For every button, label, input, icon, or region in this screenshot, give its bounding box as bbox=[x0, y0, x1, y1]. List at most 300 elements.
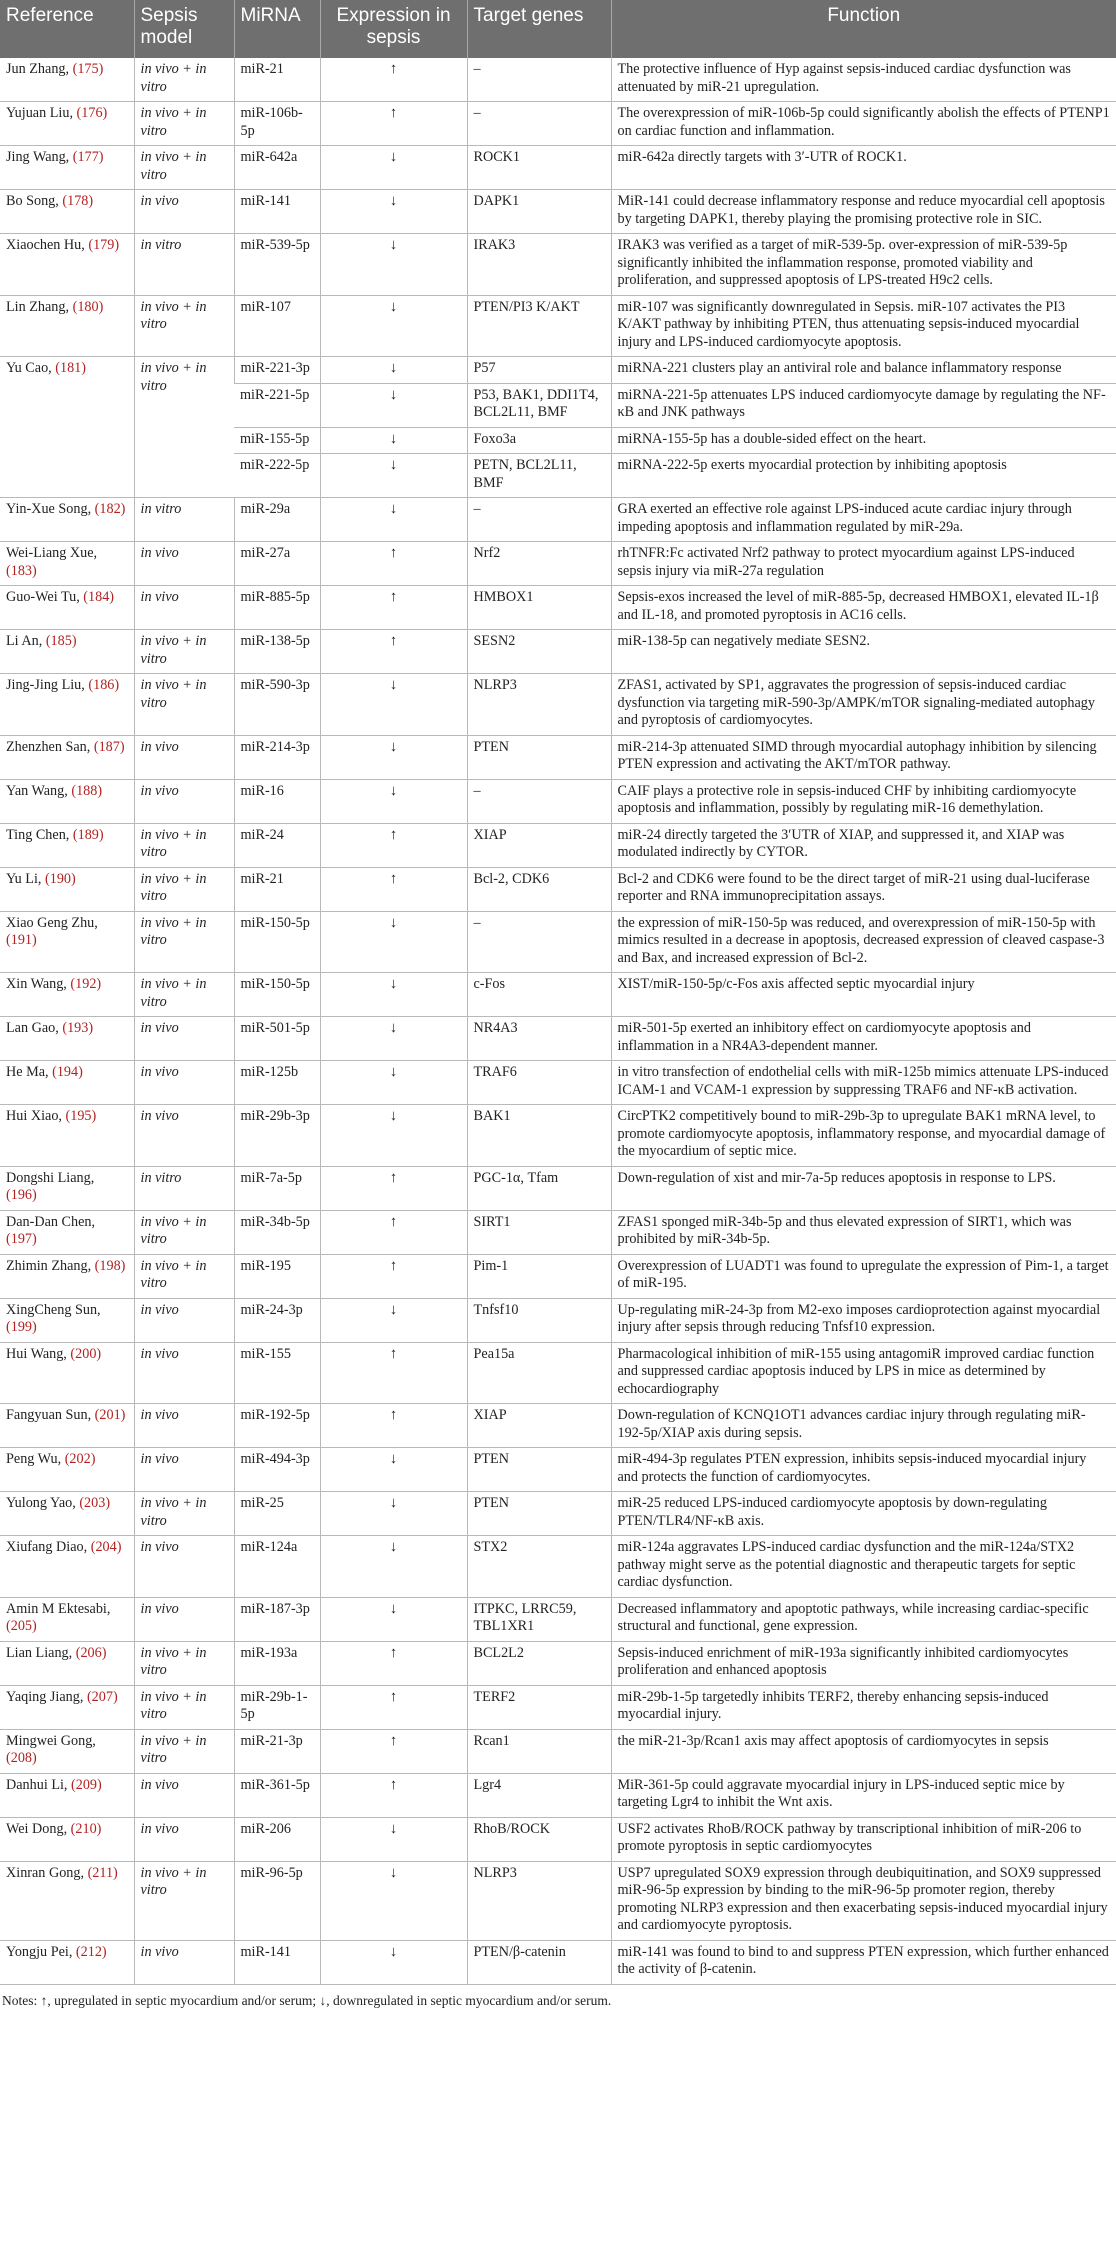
reference-citation-link[interactable]: (183) bbox=[6, 562, 37, 579]
table-row bbox=[0, 1641, 1116, 1685]
reference-citation-link[interactable]: (197) bbox=[6, 1231, 37, 1247]
sepsis-model-cell: in vivo bbox=[134, 1061, 234, 1105]
sepsis-model-cell: in vitro bbox=[134, 1166, 234, 1210]
reference-cell bbox=[0, 1817, 134, 1861]
reference-citation-link[interactable]: (190) bbox=[45, 870, 76, 887]
table-row bbox=[0, 1861, 1116, 1940]
target-genes-cell: Tnfsf10 bbox=[467, 1298, 611, 1342]
reference-citation-link[interactable]: (177) bbox=[72, 149, 104, 165]
reference-citation-link[interactable]: (201) bbox=[94, 1407, 126, 1423]
expression-arrow: ↓ bbox=[320, 1861, 467, 1940]
expression-arrow: ↑ bbox=[320, 1685, 467, 1729]
expression-arrow: ↑ bbox=[320, 58, 467, 102]
sepsis-model-cell: in vivo bbox=[134, 1597, 234, 1641]
expression-arrow: ↓ bbox=[320, 1061, 467, 1105]
reference-citation-link[interactable]: (192) bbox=[70, 976, 102, 992]
header-expression: Expression in sepsis bbox=[320, 0, 467, 58]
expression-arrow: ↑ bbox=[320, 1641, 467, 1685]
reference-citation-link[interactable]: (211) bbox=[87, 1864, 118, 1881]
reference-citation-link[interactable]: (182) bbox=[94, 501, 126, 517]
sepsis-model-cell: in vivo + in vitro bbox=[134, 867, 234, 911]
mirna-cell: miR-124a bbox=[234, 1536, 320, 1598]
reference-author: Yujuan Liu, bbox=[6, 105, 77, 121]
sepsis-model-cell: in vivo bbox=[134, 735, 234, 779]
reference-citation-link[interactable]: (204) bbox=[90, 1539, 122, 1555]
target-genes-cell: HMBOX1 bbox=[467, 586, 611, 630]
table-row bbox=[0, 357, 1116, 384]
table-row bbox=[0, 1685, 1116, 1729]
sepsis-model-cell: in vivo + in vitro bbox=[134, 1210, 234, 1254]
expression-arrow: ↓ bbox=[320, 234, 467, 296]
reference-author: Lan Gao, bbox=[6, 1020, 63, 1036]
target-genes-cell: SESN2 bbox=[467, 630, 611, 674]
reference-citation-link[interactable]: (175) bbox=[72, 61, 104, 77]
sepsis-model-cell: in vivo + in vitro bbox=[134, 357, 234, 498]
sepsis-model-cell: in vivo + in vitro bbox=[134, 674, 234, 736]
expression-arrow: ↓ bbox=[320, 295, 467, 357]
reference-cell bbox=[0, 867, 134, 911]
expression-arrow: ↓ bbox=[320, 1105, 467, 1167]
function-cell: MiR-141 could decrease inflammatory response and reduce myocardial cell apoptosis by targeting DAPK1, thereby playing the promising protective role in SIC. bbox=[611, 190, 1116, 234]
target-genes-cell: – bbox=[467, 102, 611, 146]
reference-citation-link[interactable]: (210) bbox=[70, 1820, 102, 1837]
reference-author: Lin Zhang, bbox=[6, 298, 73, 315]
expression-arrow: ↓ bbox=[320, 190, 467, 234]
table-row bbox=[0, 542, 1116, 586]
reference-author: He Ma, bbox=[6, 1064, 53, 1080]
reference-author: XingCheng Sun, bbox=[6, 1301, 101, 1318]
expression-arrow: ↓ bbox=[320, 1298, 467, 1342]
sepsis-model-cell: in vivo + in vitro bbox=[134, 823, 234, 867]
table-row bbox=[0, 1404, 1116, 1448]
target-genes-cell: NLRP3 bbox=[467, 1861, 611, 1940]
mirna-cell: miR-141 bbox=[234, 190, 320, 234]
target-genes-cell: STX2 bbox=[467, 1536, 611, 1598]
expression-arrow: ↑ bbox=[320, 586, 467, 630]
sepsis-model-cell: in vitro bbox=[134, 498, 234, 542]
sepsis-model-cell: in vivo + in vitro bbox=[134, 1641, 234, 1685]
mirna-cell: miR-141 bbox=[234, 1940, 320, 1984]
reference-citation-link[interactable]: (207) bbox=[86, 1688, 118, 1705]
target-genes-cell: Nrf2 bbox=[467, 542, 611, 586]
reference-cell bbox=[0, 190, 134, 234]
reference-author: Wei-Liang Xue, bbox=[6, 545, 98, 561]
mirna-cell: miR-21 bbox=[234, 867, 320, 911]
reference-citation-link[interactable]: (208) bbox=[6, 1750, 37, 1766]
expression-arrow: ↓ bbox=[320, 1492, 467, 1536]
sepsis-model-cell: in vivo + in vitro bbox=[134, 146, 234, 190]
mirna-cell: miR-155 bbox=[234, 1342, 320, 1404]
function-cell: miRNA-221 clusters play an antiviral role and balance inflammatory response bbox=[611, 357, 1116, 384]
mirna-cell: miR-187-3p bbox=[234, 1597, 320, 1641]
expression-arrow: ↓ bbox=[320, 1817, 467, 1861]
reference-author: Yulong Yao, bbox=[6, 1495, 80, 1511]
reference-cell bbox=[0, 1298, 134, 1342]
function-cell: Sepsis-induced enrichment of miR-193a significantly inhibited cardiomyocytes proliferation and enhanced apoptosis bbox=[611, 1641, 1116, 1685]
sepsis-model-cell: in vivo bbox=[134, 190, 234, 234]
mirna-cell: miR-106b-5p bbox=[234, 102, 320, 146]
function-cell: the expression of miR-150-5p was reduced, and overexpression of miR-150-5p with mimics resulted in a decrease in apoptosis, decreased expression of cleaved caspase-3 and Bax, and increased expression of Bcl-2. bbox=[611, 911, 1116, 973]
mirna-cell: miR-125b bbox=[234, 1061, 320, 1105]
mirna-cell: miR-16 bbox=[234, 779, 320, 823]
expression-arrow: ↓ bbox=[320, 735, 467, 779]
function-cell: miR-214-3p attenuated SIMD through myocardial autophagy inhibition by silencing PTEN expression and activating the AKT/mTOR pathway. bbox=[611, 735, 1116, 779]
table-row bbox=[0, 973, 1116, 1017]
expression-arrow: ↑ bbox=[320, 1404, 467, 1448]
expression-arrow: ↓ bbox=[320, 973, 467, 1017]
reference-author: Yongju Pei, bbox=[6, 1943, 76, 1960]
target-genes-cell: BAK1 bbox=[467, 1105, 611, 1167]
mirna-cell: miR-195 bbox=[234, 1254, 320, 1298]
target-genes-cell: NR4A3 bbox=[467, 1017, 611, 1061]
table-row bbox=[0, 1773, 1116, 1817]
function-cell: miR-141 was found to bind to and suppress PTEN expression, which further enhanced the activity of β-catenin. bbox=[611, 1940, 1116, 1984]
mirna-cell: miR-25 bbox=[234, 1492, 320, 1536]
reference-author: Lian Liang, bbox=[6, 1644, 76, 1661]
function-cell: rhTNFR:Fc activated Nrf2 pathway to protect myocardium against LPS-induced sepsis injury via miR-27a regulation bbox=[611, 542, 1116, 586]
mirna-cell: miR-361-5p bbox=[234, 1773, 320, 1817]
mirna-cell: miR-107 bbox=[234, 295, 320, 357]
target-genes-cell: TERF2 bbox=[467, 1685, 611, 1729]
mirna-cell: miR-27a bbox=[234, 542, 320, 586]
sepsis-model-cell: in vivo bbox=[134, 1342, 234, 1404]
target-genes-cell: P53, BAK1, DDI1T4, BCL2L11, BMF bbox=[467, 383, 611, 427]
reference-cell bbox=[0, 1773, 134, 1817]
reference-author: Hui Wang, bbox=[6, 1345, 71, 1362]
table-row bbox=[0, 102, 1116, 146]
mirna-cell: miR-7a-5p bbox=[234, 1166, 320, 1210]
function-cell: CAIF plays a protective role in sepsis-induced CHF by inhibiting cardiomyocyte apoptosis and inflammation, possibly by regulating miR-16 demethylation. bbox=[611, 779, 1116, 823]
table-row bbox=[0, 1254, 1116, 1298]
sepsis-model-cell: in vivo + in vitro bbox=[134, 1729, 234, 1773]
function-cell: Sepsis-exos increased the level of miR-885-5p, decreased HMBOX1, elevated IL-1β and IL-18, and promoted pyroptosis in AC16 cells. bbox=[611, 586, 1116, 630]
reference-cell bbox=[0, 779, 134, 823]
reference-author: Xiufang Diao, bbox=[6, 1539, 91, 1555]
reference-cell bbox=[0, 823, 134, 867]
expression-arrow: ↑ bbox=[320, 1342, 467, 1404]
sepsis-model-cell: in vivo + in vitro bbox=[134, 1861, 234, 1940]
reference-author: Jing-Jing Liu, bbox=[6, 677, 89, 693]
target-genes-cell: PETN, BCL2L11, BMF bbox=[467, 454, 611, 498]
expression-arrow: ↑ bbox=[320, 1166, 467, 1210]
target-genes-cell: – bbox=[467, 779, 611, 823]
target-genes-cell: Rcan1 bbox=[467, 1729, 611, 1773]
reference-cell bbox=[0, 498, 134, 542]
reference-citation-link[interactable]: (180) bbox=[72, 298, 104, 315]
table-row bbox=[0, 1817, 1116, 1861]
mirna-cell: miR-24 bbox=[234, 823, 320, 867]
mirna-cell: miR-885-5p bbox=[234, 586, 320, 630]
mirna-cell: miR-214-3p bbox=[234, 735, 320, 779]
sepsis-model-cell: in vivo + in vitro bbox=[134, 1254, 234, 1298]
table-row bbox=[0, 1210, 1116, 1254]
reference-cell bbox=[0, 1685, 134, 1729]
sepsis-model-cell: in vivo + in vitro bbox=[134, 295, 234, 357]
reference-cell bbox=[0, 295, 134, 357]
reference-author: Xinran Gong, bbox=[6, 1864, 88, 1881]
reference-citation-link[interactable]: (206) bbox=[75, 1644, 107, 1661]
table-row bbox=[0, 1342, 1116, 1404]
table-row bbox=[0, 498, 1116, 542]
reference-cell bbox=[0, 586, 134, 630]
reference-author: Yu Li, bbox=[6, 870, 46, 887]
mirna-cell: miR-150-5p bbox=[234, 973, 320, 1017]
sepsis-model-cell: in vivo bbox=[134, 779, 234, 823]
reference-cell bbox=[0, 102, 134, 146]
mirna-cell: miR-501-5p bbox=[234, 1017, 320, 1061]
sepsis-model-cell: in vivo bbox=[134, 1105, 234, 1167]
mirna-cell: miR-24-3p bbox=[234, 1298, 320, 1342]
reference-citation-link[interactable]: (179) bbox=[88, 237, 120, 253]
target-genes-cell: Bcl-2, CDK6 bbox=[467, 867, 611, 911]
reference-author: Bo Song, bbox=[6, 193, 63, 209]
reference-citation-link[interactable]: (198) bbox=[94, 1257, 126, 1274]
reference-author: Fangyuan Sun, bbox=[6, 1407, 95, 1423]
reference-author: Yu Cao, bbox=[6, 360, 56, 376]
function-cell: Down-regulation of xist and mir-7a-5p reduces apoptosis in response to LPS. bbox=[611, 1166, 1116, 1210]
expression-arrow: ↓ bbox=[320, 454, 467, 498]
target-genes-cell: PTEN/β-catenin bbox=[467, 1940, 611, 1984]
expression-arrow: ↓ bbox=[320, 498, 467, 542]
sepsis-model-cell: in vivo bbox=[134, 1448, 234, 1492]
reference-author: Zhenzhen San, bbox=[6, 738, 94, 755]
function-cell: miR-107 was significantly downregulated in Sepsis. miR-107 activates the PI3 K/AKT pathway by inhibiting PTEN, thus attenuating sepsis-induced myocardial injury and LPS-induced cardiomyocyte apoptosis. bbox=[611, 295, 1116, 357]
reference-cell bbox=[0, 1536, 134, 1598]
reference-cell bbox=[0, 1404, 134, 1448]
reference-citation-link[interactable]: (185) bbox=[45, 633, 77, 649]
reference-citation-link[interactable]: (187) bbox=[93, 738, 125, 755]
table-row bbox=[0, 1061, 1116, 1105]
function-cell: Pharmacological inhibition of miR-155 using antagomiR improved cardiac function and suppressed cardiac apoptosis induced by LPS in mice as determined by echocardiography bbox=[611, 1342, 1116, 1404]
reference-citation-link[interactable]: (196) bbox=[6, 1187, 37, 1203]
reference-author: Dan-Dan Chen, bbox=[6, 1213, 96, 1230]
reference-author: Xiao Geng Zhu, bbox=[6, 914, 98, 931]
reference-cell bbox=[0, 1861, 134, 1940]
table-row bbox=[0, 146, 1116, 190]
reference-cell bbox=[0, 542, 134, 586]
reference-cell bbox=[0, 630, 134, 674]
function-cell: MiR-361-5p could aggravate myocardial injury in LPS-induced septic mice by targeting Lgr4 to inhibit the Wnt axis. bbox=[611, 1773, 1116, 1817]
expression-arrow: ↑ bbox=[320, 542, 467, 586]
sepsis-model-cell: in vivo bbox=[134, 1940, 234, 1984]
reference-cell bbox=[0, 1448, 134, 1492]
reference-author: Zhimin Zhang, bbox=[6, 1257, 95, 1274]
reference-citation-link[interactable]: (199) bbox=[6, 1319, 37, 1335]
reference-cell bbox=[0, 234, 134, 296]
reference-cell bbox=[0, 1061, 134, 1105]
reference-author: Yan Wang, bbox=[6, 782, 72, 799]
reference-citation-link[interactable]: (205) bbox=[6, 1618, 37, 1634]
sepsis-model-cell: in vivo + in vitro bbox=[134, 58, 234, 102]
reference-citation-link[interactable]: (200) bbox=[70, 1345, 102, 1362]
mirna-cell: miR-21 bbox=[234, 58, 320, 102]
table-row bbox=[0, 1448, 1116, 1492]
table-row bbox=[0, 911, 1116, 973]
reference-citation-link[interactable]: (202) bbox=[64, 1451, 96, 1467]
mirna-cell: miR-221-5p bbox=[234, 383, 320, 427]
reference-cell bbox=[0, 1597, 134, 1641]
mirna-cell: miR-155-5p bbox=[234, 427, 320, 454]
function-cell: miR-138-5p can negatively mediate SESN2. bbox=[611, 630, 1116, 674]
target-genes-cell: – bbox=[467, 911, 611, 973]
reference-author: Xin Wang, bbox=[6, 976, 71, 992]
function-cell: Overexpression of LUADT1 was found to upregulate the expression of Pim-1, a target of miR-195. bbox=[611, 1254, 1116, 1298]
mirna-cell: miR-192-5p bbox=[234, 1404, 320, 1448]
mirna-cell: miR-34b-5p bbox=[234, 1210, 320, 1254]
target-genes-cell: DAPK1 bbox=[467, 190, 611, 234]
reference-citation-link[interactable]: (203) bbox=[79, 1495, 111, 1511]
table-row bbox=[0, 1729, 1116, 1773]
sepsis-model-cell: in vivo + in vitro bbox=[134, 102, 234, 146]
target-genes-cell: – bbox=[467, 58, 611, 102]
reference-author: Yaqing Jiang, bbox=[6, 1688, 87, 1705]
reference-citation-link[interactable]: (178) bbox=[62, 193, 94, 209]
table-header bbox=[0, 0, 1116, 58]
reference-citation-link[interactable]: (188) bbox=[71, 782, 103, 799]
target-genes-cell: PTEN/PI3 K/AKT bbox=[467, 295, 611, 357]
mirna-cell: miR-150-5p bbox=[234, 911, 320, 973]
table-row bbox=[0, 1298, 1116, 1342]
reference-author: Peng Wu, bbox=[6, 1451, 65, 1467]
reference-citation-link[interactable]: (186) bbox=[88, 677, 120, 693]
function-cell: USP7 upregulated SOX9 expression through deubiquitination, and SOX9 suppressed miR-96-5p expression by binding to the miR-96-5p promoter region, thereby promoting NLRP3 expression and then exacerbating sepsis-induced myocardial injury and cardiomyocyte pyroptosis. bbox=[611, 1861, 1116, 1940]
target-genes-cell: PTEN bbox=[467, 735, 611, 779]
target-genes-cell: PTEN bbox=[467, 1492, 611, 1536]
reference-cell bbox=[0, 58, 134, 102]
function-cell: Decreased inflammatory and apoptotic pathways, while increasing cardiac-specific structural and functional, gene expression. bbox=[611, 1597, 1116, 1641]
reference-cell bbox=[0, 1017, 134, 1061]
reference-citation-link[interactable]: (195) bbox=[65, 1108, 97, 1124]
function-cell: Down-regulation of KCNQ1OT1 advances cardiac injury through regulating miR-192-5p/XIAP axis during sepsis. bbox=[611, 1404, 1116, 1448]
target-genes-cell: BCL2L2 bbox=[467, 1641, 611, 1685]
function-cell: in vitro transfection of endothelial cells with miR-125b mimics attenuate LPS-induced ICAM-1 and VCAM-1 expression by suppressing TRAF6 and NF-κB activation. bbox=[611, 1061, 1116, 1105]
expression-arrow: ↓ bbox=[320, 427, 467, 454]
table-row bbox=[0, 1017, 1116, 1061]
function-cell: miR-25 reduced LPS-induced cardiomyocyte apoptosis by down-regulating PTEN/TLR4/NF-κB axis. bbox=[611, 1492, 1116, 1536]
function-cell: miR-501-5p exerted an inhibitory effect on cardiomyocyte apoptosis and inflammation in a NR4A3-dependent manner. bbox=[611, 1017, 1116, 1061]
reference-citation-link[interactable]: (184) bbox=[83, 589, 115, 605]
reference-author: Danhui Li, bbox=[6, 1776, 72, 1793]
function-cell: USF2 activates RhoB/ROCK pathway by transcriptional inhibition of miR-206 to promote pyroptosis in septic cardiomyocytes bbox=[611, 1817, 1116, 1861]
mirna-cell: miR-29b-3p bbox=[234, 1105, 320, 1167]
reference-citation-link[interactable]: (191) bbox=[6, 932, 37, 948]
reference-citation-link[interactable]: (194) bbox=[52, 1064, 83, 1080]
target-genes-cell: PGC-1α, Tfam bbox=[467, 1166, 611, 1210]
reference-cell bbox=[0, 1940, 134, 1984]
reference-cell bbox=[0, 735, 134, 779]
expression-arrow: ↑ bbox=[320, 823, 467, 867]
function-cell: miR-642a directly targets with 3′-UTR of ROCK1. bbox=[611, 146, 1116, 190]
table-notes: Notes: ↑, upregulated in septic myocardium and/or serum; ↓, downregulated in septic myocardium and/or serum. bbox=[2, 1992, 612, 2008]
target-genes-cell: IRAK3 bbox=[467, 234, 611, 296]
target-genes-cell: RhoB/ROCK bbox=[467, 1817, 611, 1861]
table-row bbox=[0, 674, 1116, 736]
reference-citation-link[interactable]: (212) bbox=[75, 1943, 107, 1960]
table-row bbox=[0, 1166, 1116, 1210]
reference-cell bbox=[0, 1641, 134, 1685]
sepsis-model-cell: in vivo + in vitro bbox=[134, 1685, 234, 1729]
function-cell: GRA exerted an effective role against LPS-induced acute cardiac injury through impeding apoptosis and inflammation regulated by miR-29a. bbox=[611, 498, 1116, 542]
target-genes-cell: PTEN bbox=[467, 1448, 611, 1492]
reference-cell bbox=[0, 357, 134, 498]
reference-citation-link[interactable]: (209) bbox=[71, 1776, 102, 1793]
reference-cell bbox=[0, 973, 134, 1017]
reference-author: Guo-Wei Tu, bbox=[6, 589, 84, 605]
target-genes-cell: – bbox=[467, 498, 611, 542]
expression-arrow: ↑ bbox=[320, 867, 467, 911]
expression-arrow: ↓ bbox=[320, 146, 467, 190]
expression-arrow: ↑ bbox=[320, 1729, 467, 1773]
sepsis-model-cell: in vivo + in vitro bbox=[134, 973, 234, 1017]
sepsis-model-cell: in vivo bbox=[134, 1298, 234, 1342]
expression-arrow: ↑ bbox=[320, 102, 467, 146]
target-genes-cell: Pea15a bbox=[467, 1342, 611, 1404]
header-reference: Reference bbox=[0, 0, 134, 58]
reference-cell bbox=[0, 146, 134, 190]
function-cell: Up-regulating miR-24-3p from M2-exo imposes cardioprotection against myocardial injury after sepsis through reducing Tnfsf10 expression. bbox=[611, 1298, 1116, 1342]
reference-citation-link[interactable]: (176) bbox=[76, 105, 108, 121]
sepsis-model-cell: in vitro bbox=[134, 234, 234, 296]
expression-arrow: ↓ bbox=[320, 674, 467, 736]
sepsis-model-cell: in vivo + in vitro bbox=[134, 1492, 234, 1536]
mirna-cell: miR-494-3p bbox=[234, 1448, 320, 1492]
reference-author: Yin-Xue Song, bbox=[6, 501, 95, 517]
expression-arrow: ↓ bbox=[320, 383, 467, 427]
reference-cell bbox=[0, 911, 134, 973]
reference-citation-link[interactable]: (193) bbox=[62, 1020, 94, 1036]
reference-cell bbox=[0, 1729, 134, 1773]
reference-cell bbox=[0, 1210, 134, 1254]
mirna-cell: miR-539-5p bbox=[234, 234, 320, 296]
sepsis-model-cell: in vivo + in vitro bbox=[134, 630, 234, 674]
table-row bbox=[0, 1105, 1116, 1167]
expression-arrow: ↓ bbox=[320, 1448, 467, 1492]
target-genes-cell: ROCK1 bbox=[467, 146, 611, 190]
expression-arrow: ↓ bbox=[320, 1017, 467, 1061]
function-cell: miRNA-222-5p exerts myocardial protection by inhibiting apoptosis bbox=[611, 454, 1116, 498]
function-cell: IRAK3 was verified as a target of miR-539-5p. over-expression of miR-539-5p significantly inhibited the inflammation response, promoted viability and proliferation, and suppressed apoptosis of LPS-treated H9c2 cells. bbox=[611, 234, 1116, 296]
table-row bbox=[0, 1597, 1116, 1641]
reference-citation-link[interactable]: (189) bbox=[72, 826, 104, 843]
reference-citation-link[interactable]: (181) bbox=[55, 360, 86, 376]
table-row bbox=[0, 1536, 1116, 1598]
function-cell: miR-24 directly targeted the 3′UTR of XIAP, and suppressed it, and XIAP was modulated indirectly by CYTOR. bbox=[611, 823, 1116, 867]
expression-arrow: ↓ bbox=[320, 1940, 467, 1984]
function-cell: XIST/miR-150-5p/c-Fos axis affected septic myocardial injury bbox=[611, 973, 1116, 1017]
mirna-cell: miR-96-5p bbox=[234, 1861, 320, 1940]
mirna-cell: miR-222-5p bbox=[234, 454, 320, 498]
target-genes-cell: Lgr4 bbox=[467, 1773, 611, 1817]
sepsis-model-cell: in vivo bbox=[134, 1817, 234, 1861]
header-mirna: MiRNA bbox=[234, 0, 320, 58]
table-body bbox=[0, 58, 1116, 1984]
expression-arrow: ↑ bbox=[320, 630, 467, 674]
sepsis-model-cell: in vivo bbox=[134, 542, 234, 586]
function-cell: miR-494-3p regulates PTEN expression, inhibits sepsis-induced myocardial injury and protects the function of cardiomyocytes. bbox=[611, 1448, 1116, 1492]
reference-cell bbox=[0, 1166, 134, 1210]
target-genes-cell: P57 bbox=[467, 357, 611, 384]
reference-author: Xiaochen Hu, bbox=[6, 237, 89, 253]
sepsis-model-cell: in vivo bbox=[134, 1017, 234, 1061]
reference-author: Hui Xiao, bbox=[6, 1108, 66, 1124]
mirna-cell: miR-29b-1-5p bbox=[234, 1685, 320, 1729]
table-row bbox=[0, 1492, 1116, 1536]
reference-cell bbox=[0, 1105, 134, 1167]
function-cell: miR-29b-1-5p targetedly inhibits TERF2, thereby enhancing sepsis-induced myocardial injury. bbox=[611, 1685, 1116, 1729]
table-row bbox=[0, 1940, 1116, 1984]
sepsis-model-cell: in vivo bbox=[134, 1404, 234, 1448]
header-function: Function bbox=[611, 0, 1116, 58]
